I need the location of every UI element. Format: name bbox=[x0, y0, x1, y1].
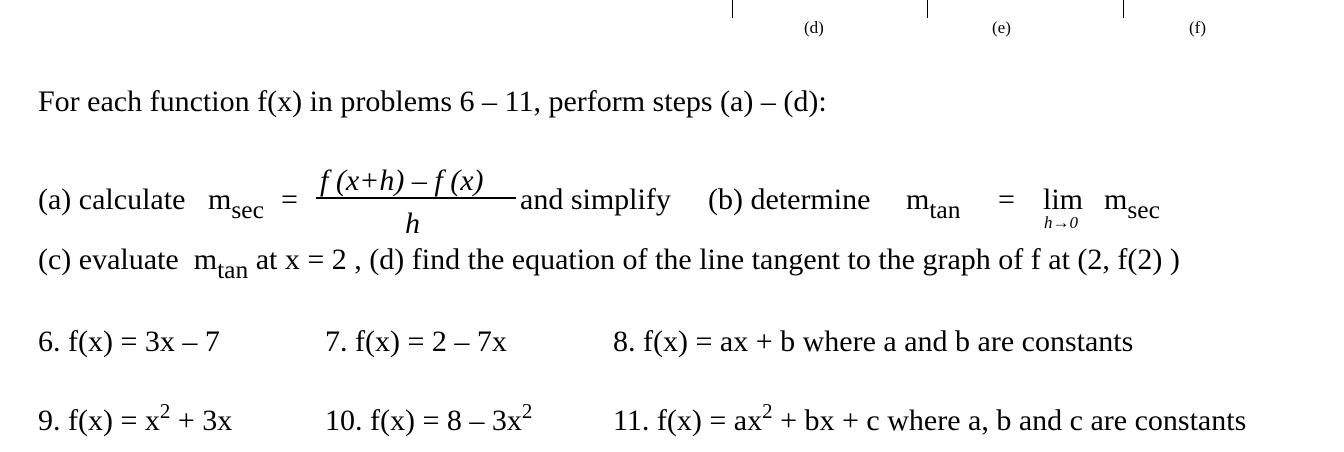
m-sec-subscript: sec bbox=[231, 194, 264, 224]
limit-operator: lim bbox=[1043, 183, 1084, 216]
difference-quotient-denominator: h bbox=[405, 207, 420, 240]
m-tan-subscript-2: tan bbox=[217, 254, 249, 284]
figure-divider bbox=[1123, 0, 1124, 18]
problem-6: 6. f(x) = 3x – 7 bbox=[38, 325, 220, 358]
exponent: 2 bbox=[159, 399, 171, 424]
figure-divider bbox=[732, 0, 733, 18]
problem-9: 9. $f(x) = x^2 + 3x$ bbox=[38, 399, 233, 437]
step-a-prefix: (a) calculate bbox=[38, 183, 186, 216]
exponent: 2 bbox=[762, 399, 773, 424]
step-c-line bbox=[38, 243, 1180, 284]
m-sec-subscript-2: sec bbox=[1127, 194, 1160, 224]
equals-sign-a: = bbox=[281, 183, 298, 216]
m-tan-symbol-2: m bbox=[193, 243, 218, 276]
difference-quotient-numerator: f (x+h) – f (x) bbox=[320, 164, 484, 197]
problem-8: 8. f(x) = ax + b where a and b are constants bbox=[613, 325, 1134, 358]
problem-11: 11. $f(x) = ax^2$ + bx + c where a, b and c are constants bbox=[613, 399, 1247, 437]
step-b-prefix: (b) determine bbox=[708, 183, 871, 216]
figure-label-f: (f) bbox=[1189, 18, 1206, 37]
m-tan-subscript: tan bbox=[929, 194, 961, 224]
problem-10: 10. $f(x) = 8 - 3x^2$ bbox=[325, 399, 533, 437]
m-sec-symbol: $m_{sec}$ bbox=[208, 183, 264, 224]
step-a-suffix: and simplify bbox=[520, 183, 671, 216]
figure-label-d: (d) bbox=[804, 18, 824, 37]
figure-label-e: (e) bbox=[992, 18, 1011, 37]
intro-text: For each function f(x) in problems 6 – 11, perform steps (a) – (d): bbox=[38, 85, 827, 118]
limit-subscript: h→0 bbox=[1044, 213, 1078, 232]
step-c-rest: at x = 2 , (d) find the equation of the line tangent to the graph of f at (2, f(2) ) bbox=[248, 243, 1180, 276]
step-c-prefix: (c) evaluate bbox=[38, 243, 179, 276]
exponent: 2 bbox=[521, 399, 533, 424]
equals-sign-b: = bbox=[998, 183, 1015, 216]
figure-divider bbox=[927, 0, 928, 18]
m-sec-symbol-2: $m_{sec}$ bbox=[1104, 183, 1160, 224]
fraction-bar bbox=[316, 197, 516, 199]
problem-7: 7. f(x) = 2 – 7x bbox=[325, 325, 507, 358]
m-tan-symbol: $m_{tan}$ bbox=[906, 183, 961, 224]
